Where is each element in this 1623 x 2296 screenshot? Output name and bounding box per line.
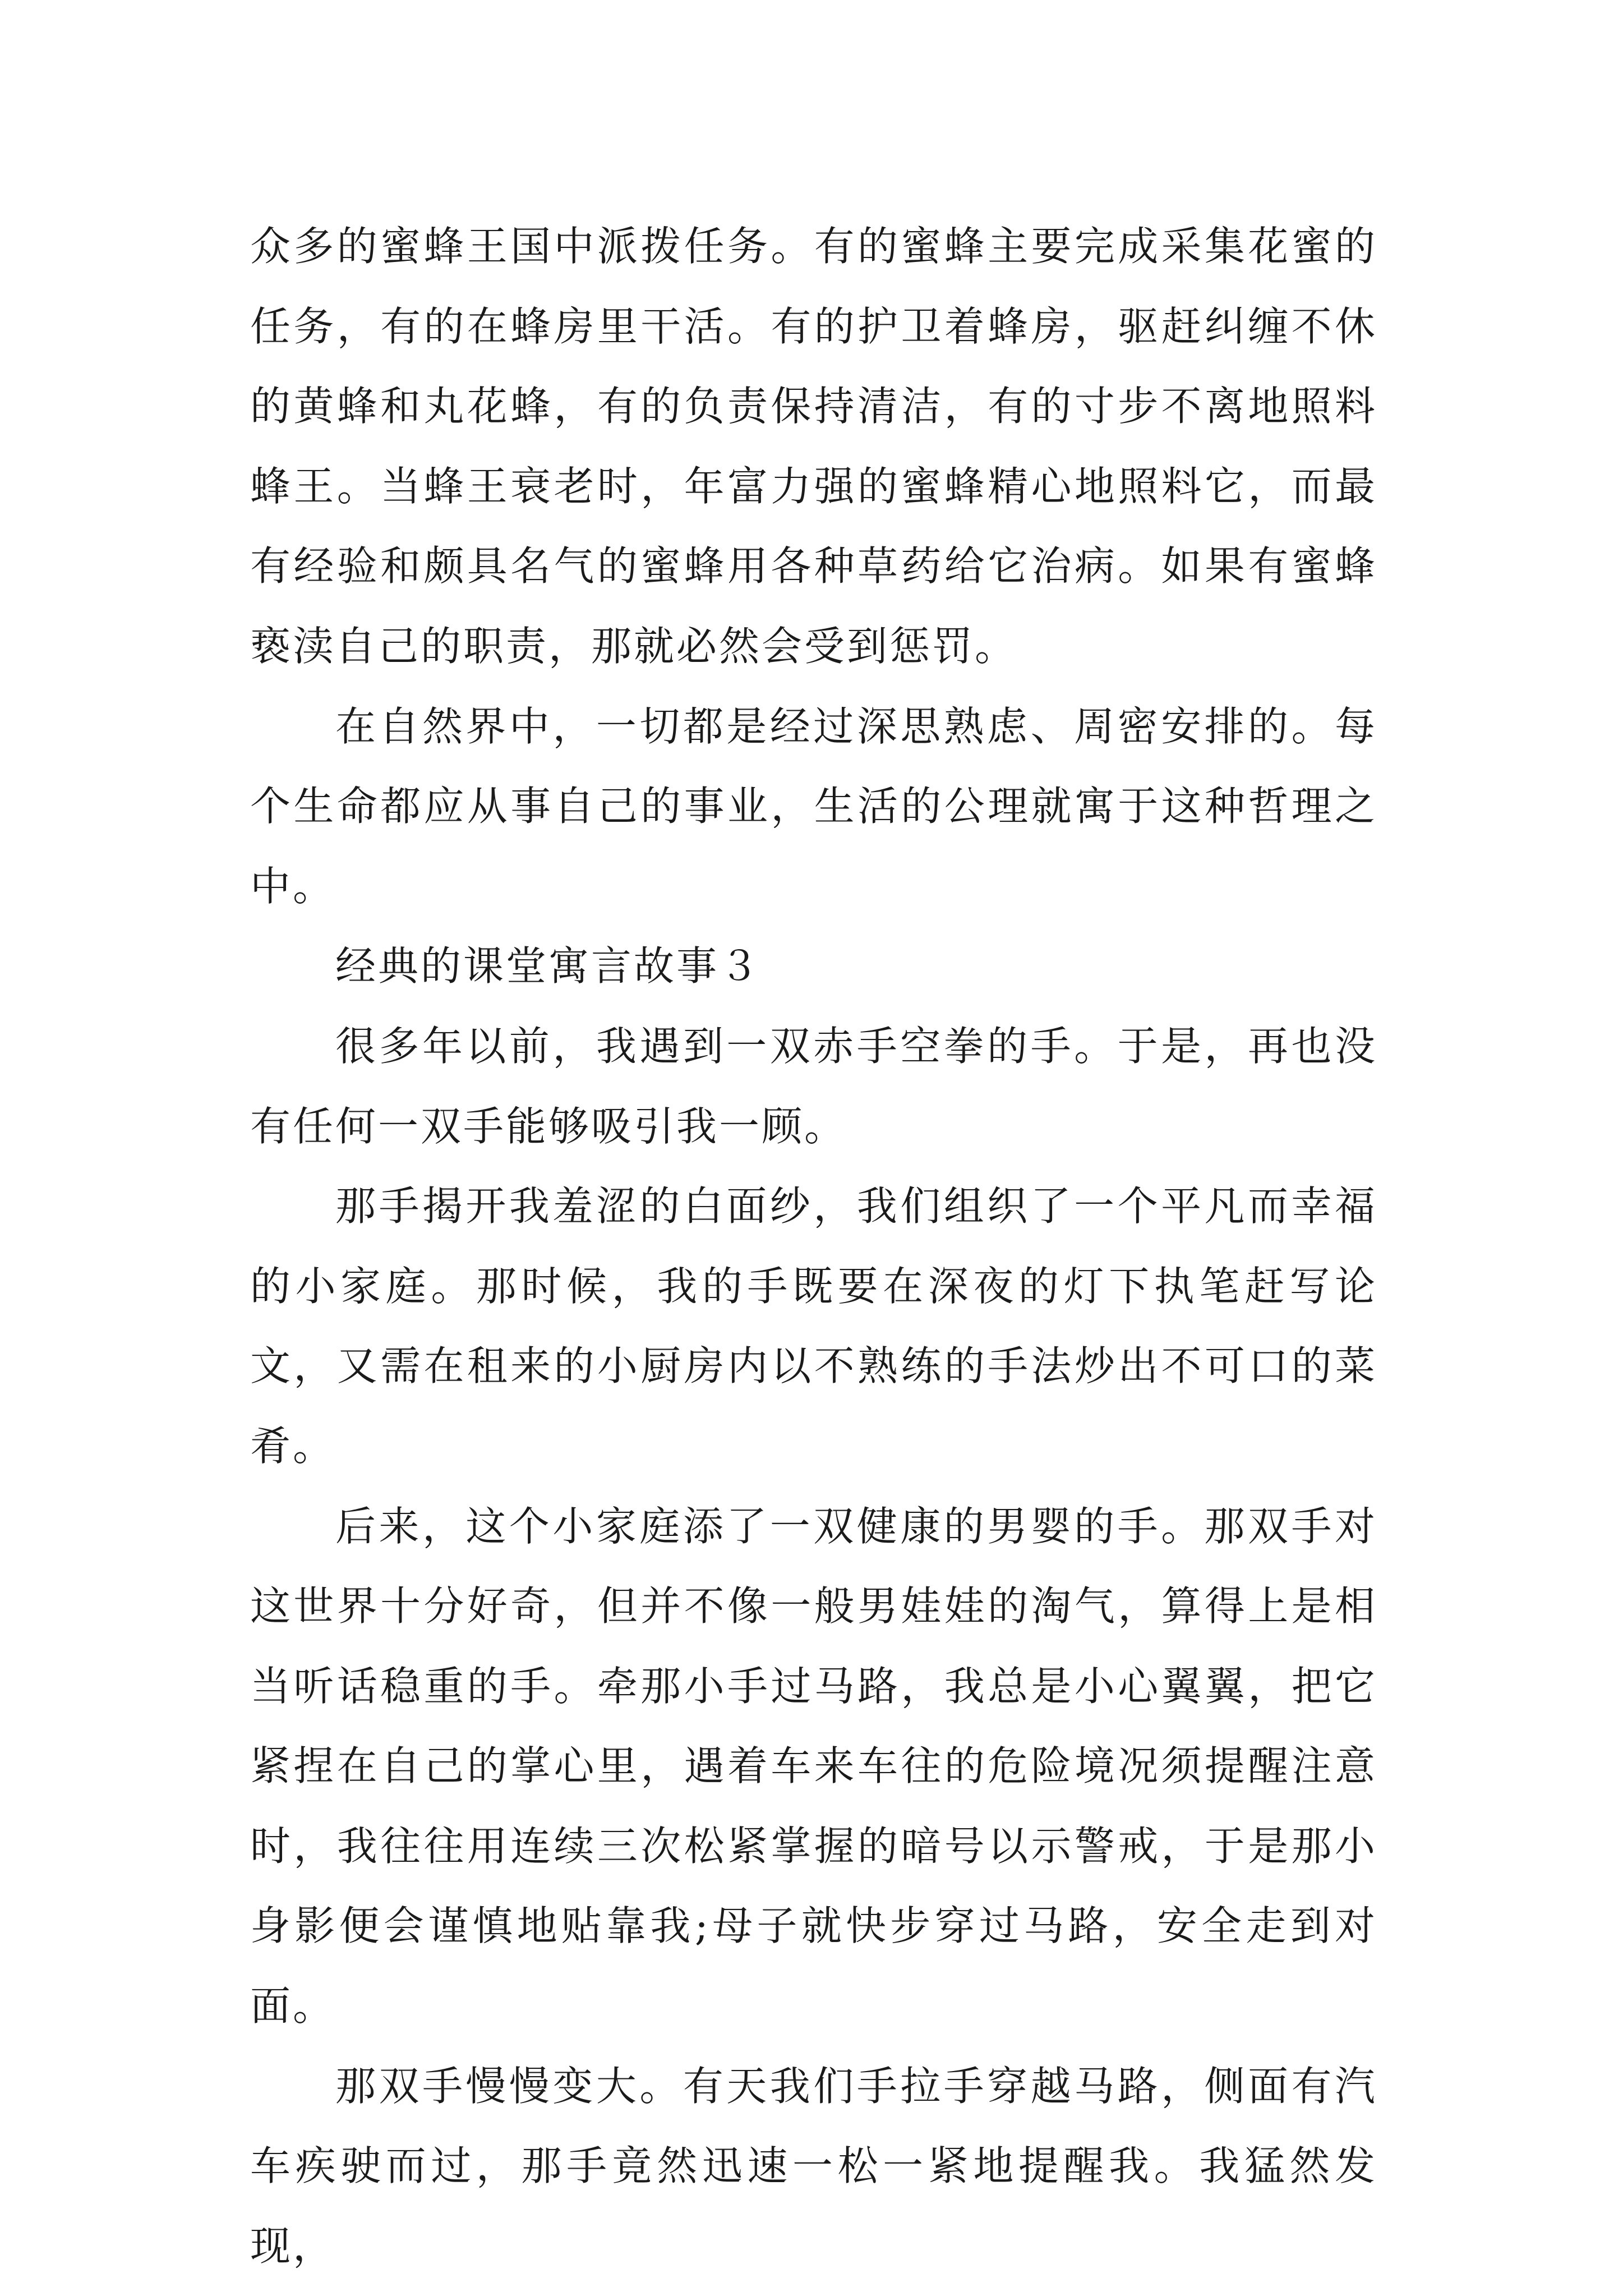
paragraph-family: 那手揭开我羞涩的白面纱，我们组织了一个平凡而幸福的小家庭。那时候，我的手既要在深夜的灯下执笔赶写论文，又需在租来的小厨房内以不熟练的手法炒出不可口的菜肴。 (250, 1182, 1377, 1470)
paragraph-bee-kingdom: 众多的蜜蜂王国中派拨任务。有的蜜蜂主要完成采集花蜜的任务，有的在蜂房里干活。有的护卫着蜂房，驱赶纠缠不休的黄蜂和丸花蜂，有的负责保持清洁，有的寸步不离地照料蜂王。当蜂王衰老时，年富力强的蜜蜂精心地照料它，而最有经验和颇具名气的蜜蜂用各种草药给它治病。如果有蜜蜂亵渎自己的职责，那就必然会受到惩罚。 (250, 223, 1377, 670)
paragraph-nature: 在自然界中，一切都是经过深思熟虑、周密安排的。每个生命都应从事自己的事业，生活的公理就寓于这种哲理之中。 (250, 702, 1377, 910)
paragraph-hands-intro: 很多年以前，我遇到一双赤手空拳的手。于是，再也没有任何一双手能够吸引我一顾。 (250, 1022, 1377, 1150)
section-heading: 经典的课堂寓言故事３ (335, 942, 762, 990)
document-body (250, 206, 1377, 2286)
paragraph-hands-grow: 那双手慢慢变大。有天我们手拉手穿越马路，侧面有汽车疾驶而过，那手竟然迅速一松一紧地提醒我。我猛然发现， (250, 2062, 1377, 2270)
paragraph-child-hands: 后来，这个小家庭添了一双健康的男婴的手。那双手对这世界十分好奇，但并不像一般男娃娃的淘气，算得上是相当听话稳重的手。牵那小手过马路，我总是小心翼翼，把它紧捏在自己的掌心里，遇着车来车往的危险境况须提醒注意时，我往往用连续三次松紧掌握的暗号以示警戒，于是那小身影便会谨慎地贴靠我;母子就快步穿过马路，安全走到对面。 (250, 1502, 1377, 2030)
